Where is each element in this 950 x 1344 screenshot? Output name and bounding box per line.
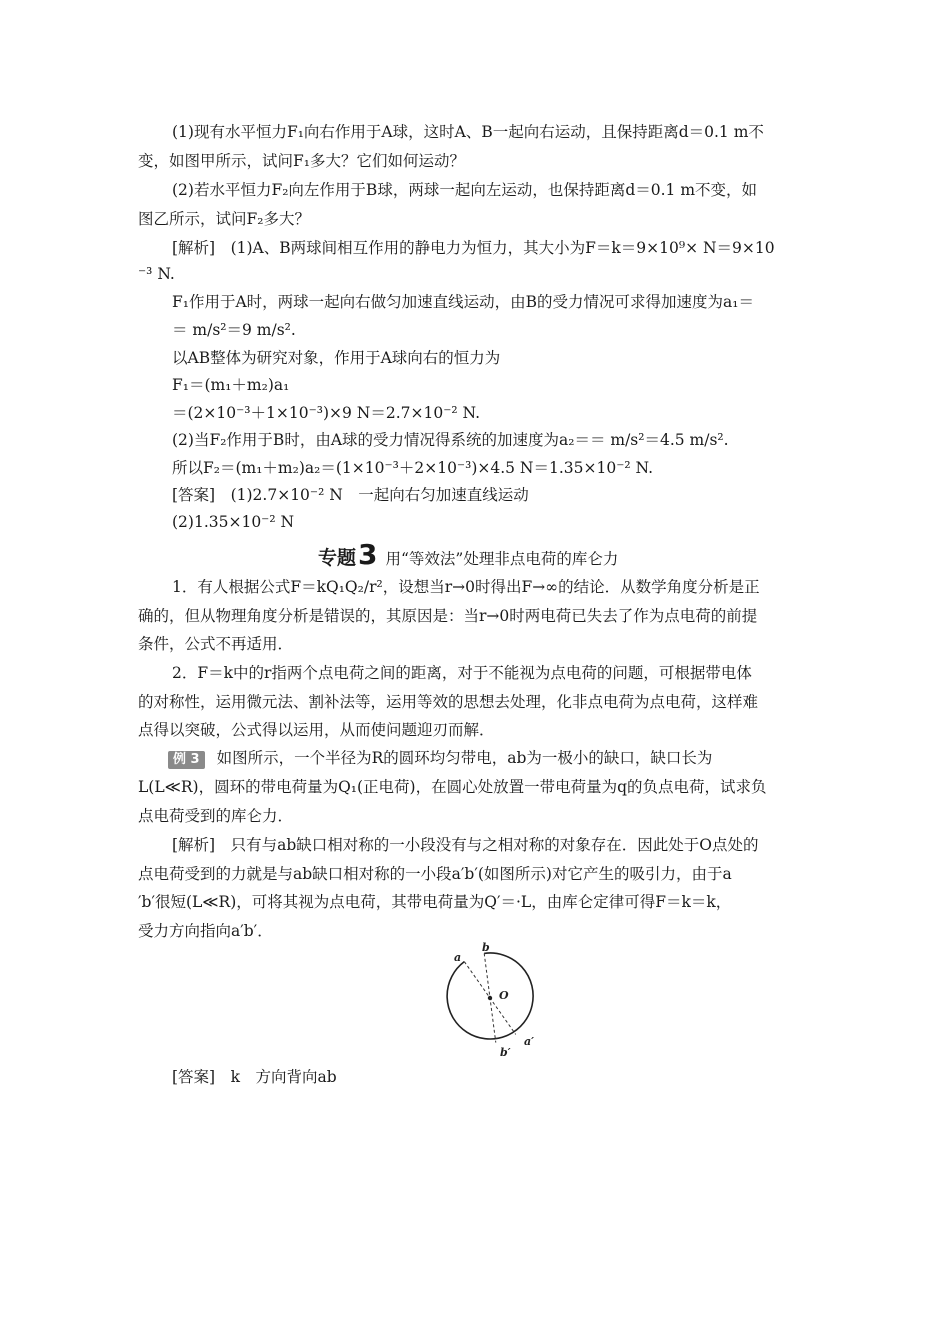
answer-line-1: [答案] (1)2.7×10⁻² N 一起向右匀加速直线运动 [172,486,529,504]
label-a: a [454,951,462,964]
point-1-line-3: 条件，公式不再适用． [138,635,294,653]
ring-figure [440,938,560,1058]
example-badge: 例 3 [168,751,205,769]
section-title-label: 专题 [318,547,357,569]
center-point [488,996,492,1000]
analysis-line-5: 以AB整体为研究对象，作用于A球向右的恒力为 [172,349,501,367]
analysis-line-6: F₁＝(m₁＋m₂)a₁ [172,376,290,394]
point-2-line-3: 点得以突破，公式得以运用，从而使问题迎刃而解． [138,721,495,739]
example-answer: [答案] k 方向背向ab [172,1068,337,1086]
analysis-line-4: ＝ m/s²＝9 m/s². [172,321,296,339]
analysis-line-7: ＝(2×10⁻³＋1×10⁻³)×9 N＝2.7×10⁻² N. [172,404,481,422]
label-O: O [499,989,509,1002]
point-2-line-2: 的对称性，运用微元法、割补法等，运用等效的思想去处理，化非点电荷为点电荷，这样难 [138,693,759,711]
example-analysis-line-2: 点电荷受到的力就是与ab缺口相对称的一小段a′b′(如图所示)对它产生的吸引力，由于a [138,865,732,883]
analysis-line-8: (2)当F₂作用于B时，由A球的受力情况得系统的加速度为a₂＝＝ m/s²＝4.5 m/s². [172,431,729,449]
point-1-line-1: 1．有人根据公式F＝kQ₁Q₂/r²，设想当r→0时得出F→∞的结论．从数学角度分析是正 [172,578,760,596]
example-line-2: L(L≪R)，圆环的带电荷量为Q₁(正电荷)，在圆心处放置一带电荷量为q的负点电荷，试求负 [138,778,767,796]
question-2-line-2: 图乙所示，试问F₂多大？ [138,210,310,228]
label-b: b [482,941,490,954]
answer-line-2: (2)1.35×10⁻² N [172,513,295,531]
example-analysis-line-3: ′b′很短(L≪R)，可将其视为点电荷，其带电荷量为Q′＝·L，由库仑定律可得F＝k＝k， [138,893,732,911]
section-title-subtitle: 用“等效法”处理非点电荷的库仑力 [385,550,619,568]
example-line-3: 点电荷受到的库仑力． [138,807,294,825]
analysis-line-9: 所以F₂＝(m₁＋m₂)a₂＝(1×10⁻³＋2×10⁻³)×4.5 N＝1.35×10⁻² N. [172,459,654,477]
example-analysis-line-1: [解析] 只有与ab缺口相对称的一小段没有与之相对称的对象存在．因此处于O点处的 [172,836,759,854]
question-2-line-1: (2)若水平恒力F₂向左作用于B球，两球一起向左运动，也保持距离d＝0.1 m不变，如 [172,181,758,199]
point-1-line-2: 确的，但从物理角度分析是错误的，其原因是：当r→0时两电荷已失去了作为点电荷的前提 [138,607,758,625]
analysis-line-2: ⁻³ N. [138,265,175,283]
example-line-1-text: 如图所示，一个半径为R的圆环均匀带电，ab为一极小的缺口，缺口长为 [216,749,713,767]
example-analysis-line-4: 受力方向指向a′b′． [138,922,273,940]
example-line-1 [168,748,712,769]
section-title-number: 3 [358,538,378,571]
point-2-line-1: 2．F＝k中的r指两个点电荷之间的距离，对于不能视为点电荷的问题，可根据带电体 [172,664,752,682]
label-a-prime: a′ [524,1035,535,1048]
question-1-line-2: 变，如图甲所示，试问F₁多大？它们如何运动？ [138,152,465,170]
label-b-prime: b′ [500,1046,511,1058]
analysis-line-1: [解析] (1)A、B两球间相互作用的静电力为恒力，其大小为F＝k＝9×10⁹× N＝9×10 [172,239,775,257]
section-title [318,538,618,571]
question-1-line-1: (1)现有水平恒力F₁向右作用于A球，这时A、B一起向右运动，且保持距离d＝0.1 m不 [172,123,764,141]
analysis-line-3: F₁作用于A时，两球一起向右做匀加速直线运动，由B的受力情况可求得加速度为a₁＝ [172,293,755,311]
